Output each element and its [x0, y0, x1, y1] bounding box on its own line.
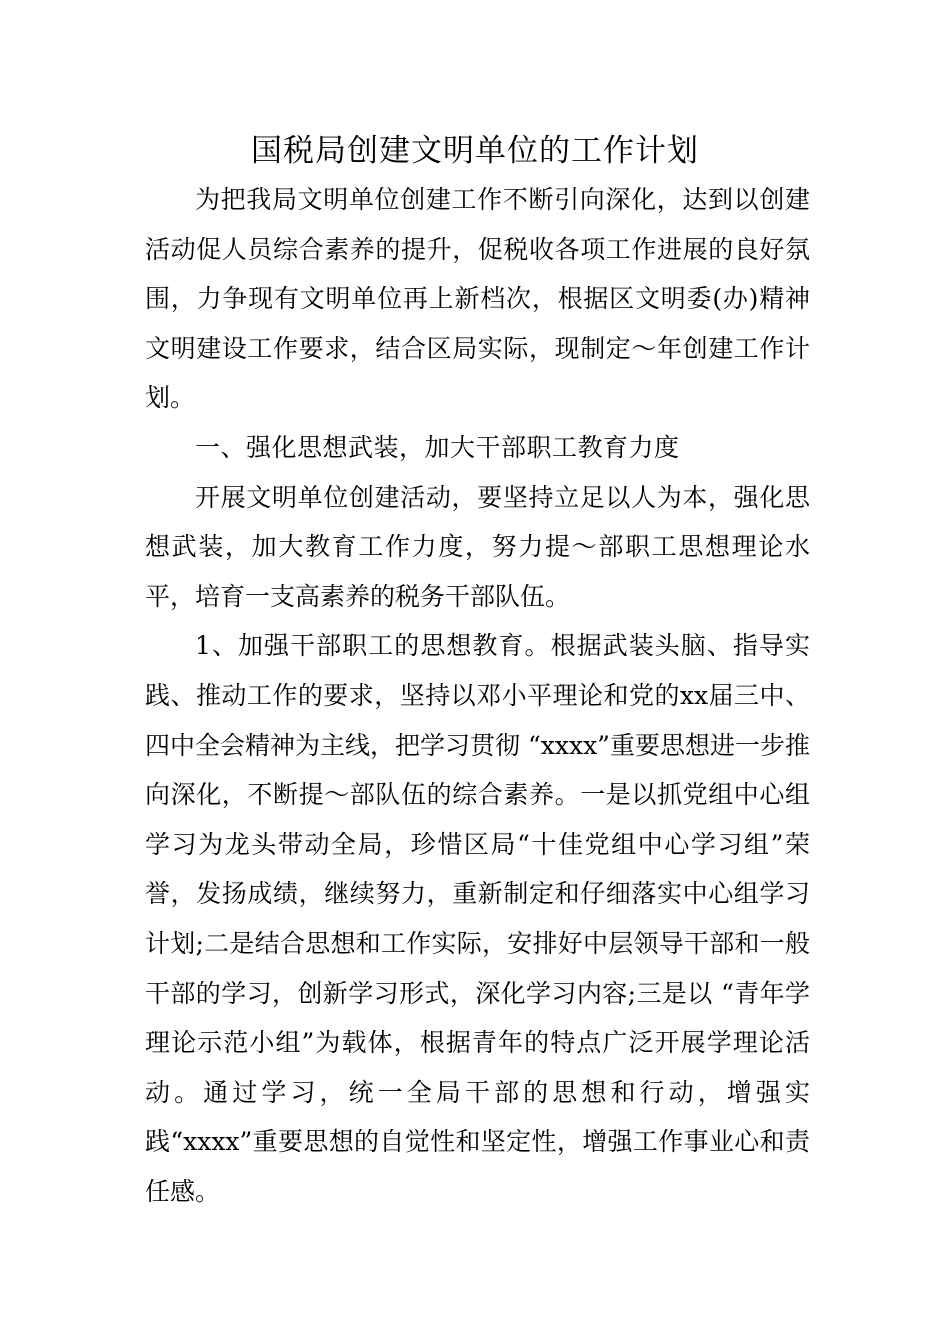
intro-paragraph: 为把我局文明单位创建工作不断引向深化，达到以创建活动促人员综合素养的提升，促税收各项工作进展的良好氛围，力争现有文明单位再上新档次，根据区文明委(办)精神文明建设工作要求，结合区局实际，现制定～年创建工作计划。 — [145, 185, 810, 413]
document-body — [145, 175, 810, 1216]
section-heading-1: 一、强化思想武装，加大干部职工教育力度 — [195, 432, 680, 462]
section-1-item-1-paragraph: 1、加强干部职工的思想教育。根据武装头脑、指导实践、推动工作的要求，坚持以邓小平理论和党的xx届三中、四中全会精神为主线，把学习贯彻 “xxxx”重要思想进一步推向深化，不断提～部队伍的综合素养。一是以抓党组中心组学习为龙头带动全局，珍惜区局“十佳党组中心学习组”荣誉，发扬成绩，继续努力，重新制定和仔细落实中心组学习计划;二是结合思想和工作实际，安排好中层领导干部和一般干部的学习，创新学习形式，深化学习内容;三是以 “青年学理论示范小组”为载体，根据青年的特点广泛开展学理论活动。通过学习，统一全局干部的思想和行动，增强实践“xxxx”重要思想的自觉性和坚定性，增强工作事业心和责任感。 — [145, 631, 810, 1206]
document-title: 国税局创建文明单位的工作计划 — [251, 133, 699, 169]
section-1-paragraph: 开展文明单位创建活动，要坚持立足以人为本，强化思想武装，加大教育工作力度，努力提～部职工思想理论水平，培育一支高素养的税务干部队伍。 — [145, 482, 810, 611]
